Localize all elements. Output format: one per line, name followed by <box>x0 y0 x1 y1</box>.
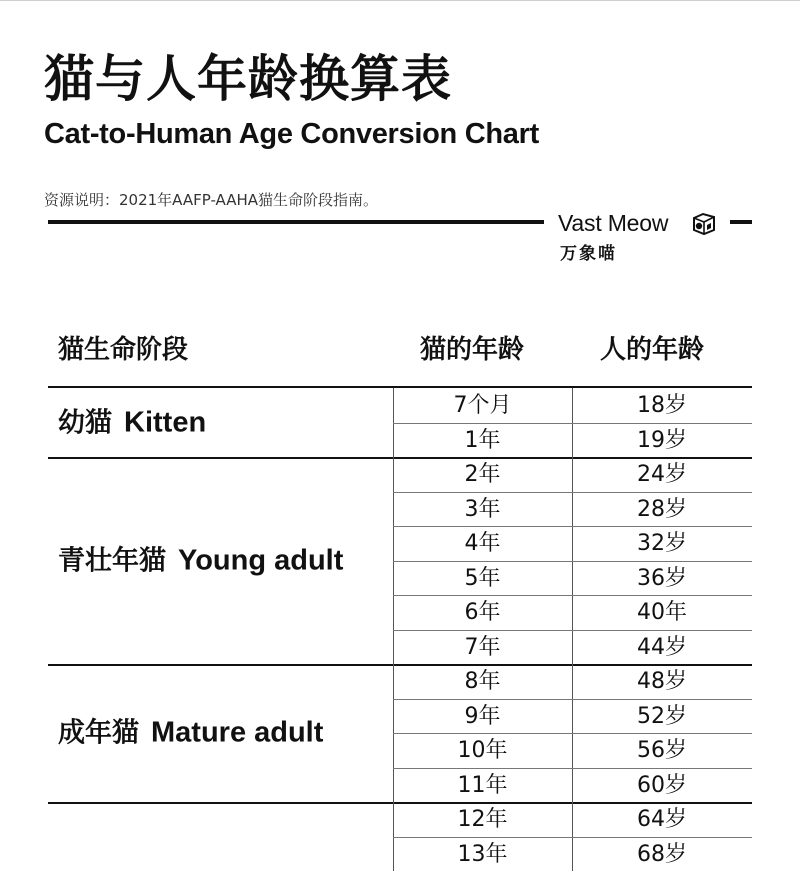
table-row <box>393 561 752 596</box>
table-row <box>393 837 752 872</box>
header-cat-age: 猫的年龄 <box>420 335 525 365</box>
cat-age-cell: 10年 <box>457 738 508 763</box>
human-age-cell: 19岁 <box>637 427 687 453</box>
table-row <box>393 699 752 734</box>
stage-label <box>58 715 323 752</box>
table-row <box>393 388 752 423</box>
human-age-cell: 36岁 <box>637 565 687 591</box>
table-row <box>393 492 752 527</box>
stage-label <box>58 818 70 855</box>
table-row <box>393 630 752 665</box>
human-age-cell: 68岁 <box>637 841 687 867</box>
header-human-age: 人的年龄 <box>600 335 705 365</box>
brand-divider-right <box>730 220 752 224</box>
cat-age-cell: 2年 <box>464 462 501 487</box>
stage-label <box>58 404 206 441</box>
cat-age-cell: 4年 <box>464 531 501 556</box>
human-age-cell: 28岁 <box>637 496 687 522</box>
stage-group <box>0 457 800 664</box>
human-age-cell: 32岁 <box>637 531 687 556</box>
cat-age-cell: 9年 <box>464 703 501 729</box>
page-title: 猫与人年龄换算表 <box>44 50 452 108</box>
top-divider <box>0 0 800 1</box>
table-row <box>393 595 752 630</box>
human-age-cell: 52岁 <box>637 703 687 729</box>
table-row <box>393 423 752 458</box>
cat-age-cell: 13年 <box>457 841 508 867</box>
age-table <box>0 388 800 867</box>
human-age-cell: 18岁 <box>637 393 687 418</box>
stage-label <box>58 542 343 579</box>
stage-label-en: Mature adult <box>151 716 324 749</box>
stage-group <box>0 664 800 802</box>
cat-age-cell: 11年 <box>457 772 508 798</box>
cat-cube-logo-icon <box>690 212 718 236</box>
stage-label-en: Kitten <box>124 406 207 438</box>
table-row <box>393 457 752 492</box>
stage-label-zh: 青壮年猫 <box>58 545 166 576</box>
human-age-cell: 64岁 <box>637 807 687 832</box>
cat-age-cell: 8年 <box>464 669 501 694</box>
stage-label-zh: 幼猫 <box>58 407 112 438</box>
stage-label-en: Young adult <box>178 544 344 576</box>
table-row <box>393 664 752 699</box>
brand-divider-left <box>48 220 544 224</box>
cat-age-cell: 12年 <box>457 807 508 832</box>
cat-age-cell: 5年 <box>464 565 501 591</box>
stage-group <box>0 388 800 457</box>
brand-subtitle: 万象喵 <box>560 244 617 264</box>
stage-label-zh: 成年猫 <box>58 717 139 749</box>
human-age-cell: 44岁 <box>637 634 687 660</box>
human-age-cell: 56岁 <box>637 738 687 763</box>
human-age-cell: 60岁 <box>637 772 687 798</box>
table-row <box>393 802 752 837</box>
table-row <box>393 768 752 803</box>
header-stage: 猫生命阶段 <box>58 335 189 365</box>
page-subtitle: Cat-to-Human Age Conversion Chart <box>44 118 539 150</box>
table-row <box>393 733 752 768</box>
human-age-cell: 40年 <box>637 600 687 625</box>
stage-group <box>0 802 800 871</box>
cat-age-cell: 6年 <box>464 600 501 625</box>
table-row <box>393 526 752 561</box>
cat-age-cell: 1年 <box>464 427 501 453</box>
cat-age-cell: 7个月 <box>453 393 512 418</box>
cat-age-cell: 3年 <box>464 496 501 522</box>
human-age-cell: 48岁 <box>637 669 687 694</box>
source-note: 资源说明：2021年AAFP-AAHA猫生命阶段指南。 <box>44 191 379 209</box>
brand-name: Vast Meow <box>558 210 669 236</box>
cat-age-cell: 7年 <box>464 634 501 660</box>
human-age-cell: 24岁 <box>637 462 687 487</box>
